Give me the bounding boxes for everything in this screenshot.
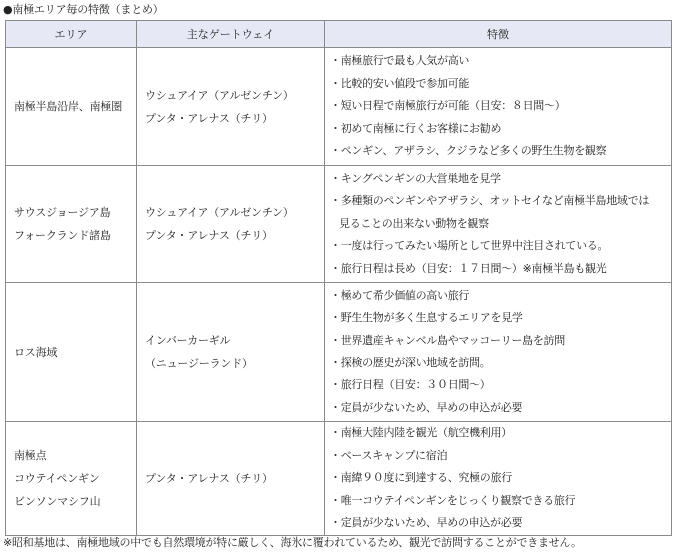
feature-item: ・南極大陸内陸を観光（航空機利用）: [330, 426, 512, 440]
gateway-cell: [137, 422, 325, 536]
feature-item: ・探検の歴史が深い地域を訪問。: [330, 356, 491, 369]
gateway-text: インバーカーギル: [145, 334, 231, 347]
feature-item: ・南極旅行で最も人気が高い: [330, 54, 470, 68]
table-header-row: [6, 21, 672, 48]
features-cell: [325, 48, 672, 166]
area-text: フォークランド諸島: [14, 229, 111, 242]
gateway-cell: [137, 48, 325, 166]
feature-item: ・比較的安い値段で参加可能: [330, 76, 470, 90]
feature-item: ・短い日程で南極旅行が可能（目安：８日間～）: [330, 99, 566, 113]
header-features: 特徴: [325, 21, 672, 48]
feature-item: ・南緯９０度に到達する、究極の旅行: [330, 471, 512, 485]
gateway-text: プンタ・アレナス（チリ）: [145, 229, 273, 242]
feature-item: ・野生生物が多く生息するエリアを見学: [330, 311, 523, 325]
area-text: 南極点: [14, 449, 47, 462]
feature-item: ・旅行日程は長め（目安：１７日間～）※南極半島も観光: [330, 261, 607, 275]
feature-item: ・一度は行ってみたい場所として世界中注目されている。: [330, 239, 609, 253]
antarctic-area-table: [5, 20, 672, 536]
area-cell: [6, 166, 137, 283]
feature-item: ・定員が少ないため、早めの申込が必要: [330, 400, 523, 414]
feature-item: ・唯一コウテイペンギンをじっくり観察できる旅行: [330, 493, 576, 507]
feature-item: 見ることの出来ない動物を観察: [339, 216, 489, 230]
feature-item: ・多種類のペンギンやアザラシ、オットセイなど南極半島地域では: [330, 194, 650, 208]
gateway-text: プンタ・アレナス（チリ）: [145, 111, 273, 125]
feature-item: ・ベースキャンプに宿泊: [330, 448, 448, 462]
gateway-text: プンタ・アレナス（チリ）: [145, 472, 273, 485]
gateway-cell: [137, 166, 325, 283]
feature-item: ・キングペンギンの大営巣地を見学: [330, 171, 501, 185]
page-title: ●南極エリア毎の特徴（まとめ）: [3, 3, 164, 16]
features-cell: [325, 422, 672, 536]
footnote: ※昭和基地は、南極地域の中でも自然環境が特に厳しく、海氷に覆われているため、観光で訪問することができません。: [3, 536, 582, 549]
features-cell: [325, 283, 672, 422]
area-text: コウテイペンギン: [14, 472, 100, 485]
feature-item: ・極めて希少価値の高い旅行: [330, 288, 470, 302]
gateway-text: （ニュージーランド）: [145, 357, 253, 370]
area-text: ロス海域: [14, 345, 58, 359]
table-row: [6, 422, 672, 536]
feature-item: ・定員が少ないため、早めの申込が必要: [330, 516, 523, 530]
gateway-text: ウシュアイア（アルゼンチン）: [145, 206, 294, 219]
header-area: エリア: [6, 21, 137, 48]
area-text: 南極半島沿岸、南極圏: [14, 100, 122, 113]
feature-item: ・世界遺産キャンベル島やマッコーリー島を訪問: [330, 333, 565, 347]
area-cell: [6, 283, 137, 422]
feature-item: ・旅行日程（目安：３０日間～）: [330, 378, 491, 392]
gateway-text: ウシュアイア（アルゼンチン）: [145, 88, 294, 102]
gateway-cell: [137, 283, 325, 422]
feature-item: ・初めて南極に行くお客様にお勧め: [330, 121, 502, 135]
header-gateway: 主なゲートウェイ: [137, 21, 325, 48]
features-cell: [325, 166, 672, 283]
area-cell: [6, 48, 137, 166]
table-row: [6, 48, 672, 166]
area-text: サウスジョージア島: [14, 206, 111, 219]
table-row: [6, 283, 672, 422]
table-row: [6, 166, 672, 283]
area-text: ビンソンマシフ山: [14, 495, 101, 508]
area-cell: [6, 422, 137, 536]
feature-item: ・ペンギン、アザラシ、クジラなど多くの野生生物を観察: [330, 144, 607, 158]
